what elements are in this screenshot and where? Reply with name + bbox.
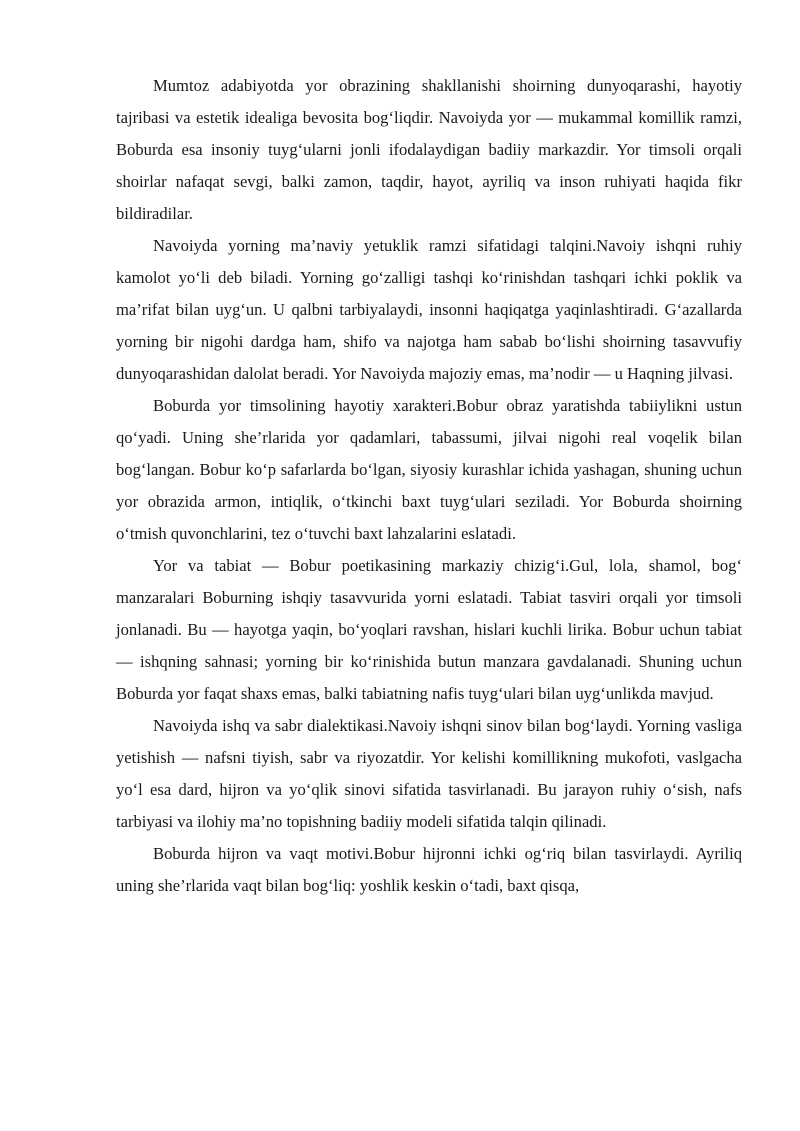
- paragraph-bobur-realism: Boburda yor timsolining hayotiy xarakteri.Bobur obraz yaratishda tabiiylikni ustun qo‘yadi. Uning she’rlarida yor qadamlari, tabassumi, jilvai nigohi real voqelik bilan bog‘langan. Bobur ko‘p safarlarda bo‘lgan, siyosiy kurashlar ichida yashagan, shuning uchun yor obrazida armon, intiqlik, o‘tkinchi baxt tuyg‘ulari seziladi. Yor Boburda shoirning o‘tmish quvonchlarini, tez o‘tuvchi baxt lahzalarini eslatadi.: [116, 396, 742, 543]
- paragraph-bobur-separation: Boburda hijron va vaqt motivi.Bobur hijronni ichki og‘riq bilan tasvirlaydi. Ayriliq uning she’rlarida vaqt bilan bog‘liq: yoshlik keskin o‘tadi, baxt qisqa,: [116, 844, 742, 895]
- paragraph-navoiy-patience: Navoiyda ishq va sabr dialektikasi.Navoiy ishqni sinov bilan bog‘laydi. Yorning vasliga yetishish — nafsni tiyish, sabr va riyozatdir. Yor kelishi komillikning mukofoti, vaslgacha yo‘l esa dard, hijron va yo‘qlik sinovi sifatida tasvirlanadi. Bu jarayon ruhiy o‘sish, nafs tarbiyasi va ilohiy ma’no topishning badiiy modeli sifatida talqin qilinadi.: [116, 716, 742, 831]
- paragraph-navoiy-spiritual: Navoiyda yorning ma’naviy yetuklik ramzi sifatidagi talqini.Navoiy ishqni ruhiy kamolot yo‘li deb biladi. Yorning go‘zalligi tashqi ko‘rinishdan tashqari ichki poklik va ma’rifat bilan uyg‘un. U qalbni tarbiyalaydi, insonni haqiqatga yaqinlashtiradi. G‘azallarda yorning bir nigohi dardga ham, shifo va najotga ham sabab bo‘lishi shoirning tasavvufiy dunyoqarashidan dalolat beradi. Yor Navoiyda majoziy emas, ma’nodir — u Haqning jilvasi.: [116, 236, 742, 383]
- paragraph-intro: Mumtoz adabiyotda yor obrazining shakllanishi shoirning dunyoqarashi, hayotiy tajribasi va estetik idealiga bevosita bog‘liqdir. Navoiyda yor — mukammal komillik ramzi, Boburda esa insoniy tuyg‘ularni jonli ifodalaydigan badiiy markazdir. Yor timsoli orqali shoirlar nafaqat sevgi, balki zamon, taqdir, hayot, ayriliq va inson ruhiyati haqida fikr bildiradilar.: [116, 76, 742, 223]
- document-page: [116, 70, 742, 902]
- paragraph-bobur-nature: Yor va tabiat — Bobur poetikasining markaziy chizig‘i.Gul, lola, shamol, bog‘ manzaralari Boburning ishqiy tasavvurida yorni eslatadi. Tabiat tasviri orqali yor timsoli jonlanadi. Bu — hayotga yaqin, bo‘yoqlari ravshan, hislari kuchli lirika. Bobur uchun tabiat — ishqning sahnasi; yorning bir ko‘rinishida butun manzara gavdalanadi. Shuning uchun Boburda yor faqat shaxs emas, balki tabiatning nafis tuyg‘ulari bilan uyg‘unlikda mavjud.: [116, 556, 742, 703]
